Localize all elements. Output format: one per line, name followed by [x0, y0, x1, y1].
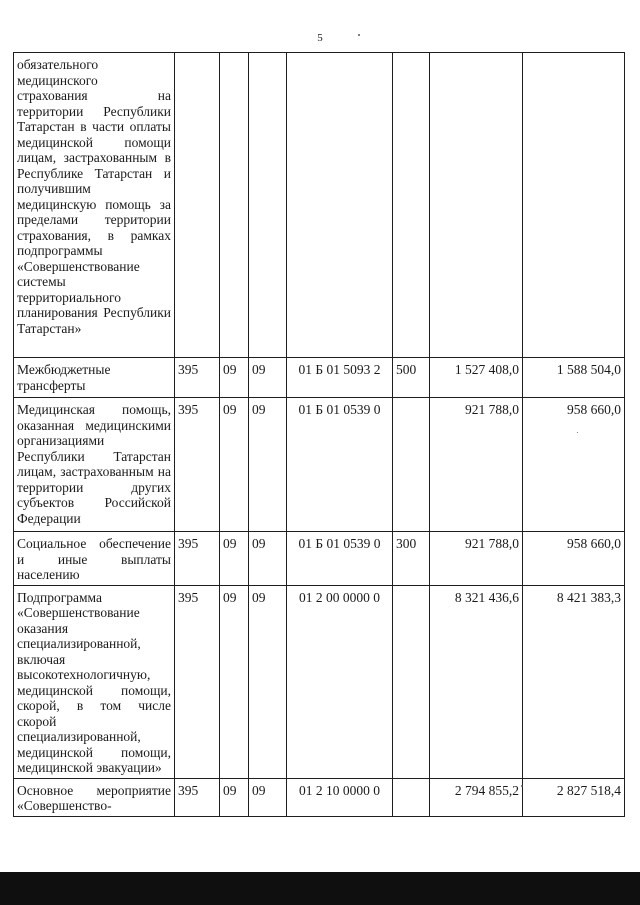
expense-type-cell	[393, 585, 430, 778]
scan-bottom-edge	[0, 872, 640, 905]
amount-year-2-cell: 8 421 383,3	[523, 585, 625, 778]
table-row	[14, 585, 625, 778]
ministry-code-cell: 395	[175, 358, 220, 398]
expense-type-cell: 500	[393, 358, 430, 398]
ministry-code-cell: 395	[175, 585, 220, 778]
amount-year-1-cell: 921 788,0	[430, 398, 523, 532]
table-row	[14, 778, 625, 816]
ministry-code-cell: 395	[175, 532, 220, 586]
table-row	[14, 398, 625, 532]
amount-year-2-cell: 958 660,0	[523, 532, 625, 586]
row-name-cell: Медицинская помощь, оказанная медицинскими организациями Республики Татарстан лицам, застрахованным на территории других субъектов Российской Федерации	[14, 398, 175, 532]
target-article-cell: 01 Б 01 5093 2	[287, 358, 393, 398]
section-code-cell	[220, 53, 249, 358]
row-name-cell: Межбюджетные трансферты	[14, 358, 175, 398]
table-row	[14, 53, 625, 358]
section-code-cell: 09	[220, 532, 249, 586]
amount-year-2-cell: 958 660,0	[523, 398, 625, 532]
target-article-cell: 01 Б 01 0539 0	[287, 532, 393, 586]
expense-type-cell: 300	[393, 532, 430, 586]
budget-table	[13, 52, 625, 817]
scan-speck	[577, 432, 578, 433]
amount-year-2-cell: 2 827 518,4	[523, 778, 625, 816]
table-row	[14, 358, 625, 398]
subsection-code-cell: 09	[249, 398, 287, 532]
subsection-code-cell: 09	[249, 358, 287, 398]
scan-speck	[521, 785, 523, 787]
subsection-code-cell	[249, 53, 287, 358]
subsection-code-cell: 09	[249, 778, 287, 816]
section-code-cell: 09	[220, 398, 249, 532]
table-row	[14, 532, 625, 586]
amount-year-1-cell	[430, 53, 523, 358]
section-code-cell: 09	[220, 358, 249, 398]
target-article-cell: 01 Б 01 0539 0	[287, 398, 393, 532]
target-article-cell	[287, 53, 393, 358]
scan-speck	[358, 34, 360, 36]
amount-year-1-cell: 8 321 436,6	[430, 585, 523, 778]
subsection-code-cell: 09	[249, 585, 287, 778]
row-name-cell: Подпрограмма «Совершенствование оказания специализированной, включая высокотехнологичную, медицинской помощи, скорой, в том числе скорой специализированной, медицинской помощи, медицинской эвакуации»	[14, 585, 175, 778]
amount-year-2-cell	[523, 53, 625, 358]
subsection-code-cell: 09	[249, 532, 287, 586]
row-name-cell: Социальное обеспечение и иные выплаты населению	[14, 532, 175, 586]
target-article-cell: 01 2 10 0000 0	[287, 778, 393, 816]
ministry-code-cell: 395	[175, 778, 220, 816]
amount-year-2-cell: 1 588 504,0	[523, 358, 625, 398]
row-name-cell: обязательного медицинского страхования на территории Республики Татарстан в части оплаты медицинской помощи лицам, застрахованным в Республике Татарстан и получившим медицинскую помощь за пределами территории страхования, в рамках подпрограммы «Совершенствование системы территориального планирования Республики Татарстан»	[14, 53, 175, 358]
section-code-cell: 09	[220, 778, 249, 816]
amount-year-1-cell: 921 788,0	[430, 532, 523, 586]
ministry-code-cell	[175, 53, 220, 358]
target-article-cell: 01 2 00 0000 0	[287, 585, 393, 778]
row-name-cell: Основное мероприятие «Совершенство-	[14, 778, 175, 816]
expense-type-cell	[393, 398, 430, 532]
expense-type-cell	[393, 778, 430, 816]
expense-type-cell	[393, 53, 430, 358]
amount-year-1-cell: 1 527 408,0	[430, 358, 523, 398]
page-number: 5	[317, 32, 323, 44]
ministry-code-cell: 395	[175, 398, 220, 532]
amount-year-1-cell: 2 794 855,2	[430, 778, 523, 816]
section-code-cell: 09	[220, 585, 249, 778]
